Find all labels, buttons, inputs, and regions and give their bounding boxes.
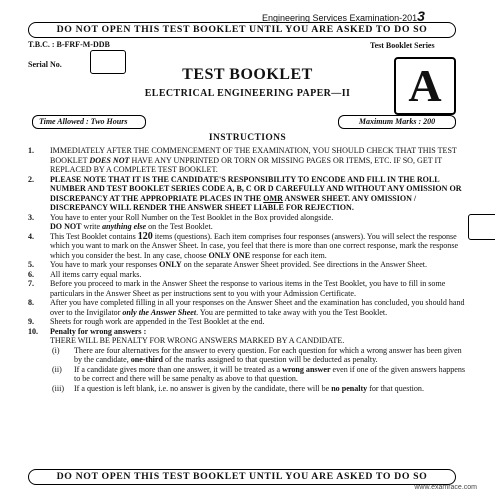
item-number: 9. bbox=[28, 317, 35, 326]
item-text: After you have completed filling in all your responses on the Answer Sheet and the examination has concluded, you should hand over to the Invigilator bbox=[50, 298, 465, 317]
exam-name-text: Engineering Services Examination-201 bbox=[262, 13, 418, 23]
item-text: This Test Booklet contains bbox=[50, 231, 138, 241]
item-text: HAVE ANY UNPRINTED OR TORN OR MISSING PAGES OR ITEMS, ETC. IF SO, GET IT REPLACED BY A COMPLETE TEST BOOKLET. bbox=[50, 155, 442, 174]
instruction-item bbox=[28, 317, 466, 327]
item-number: 4. bbox=[28, 231, 35, 241]
item-emphasis: no penalty bbox=[331, 383, 368, 393]
exam-year-digit: 3 bbox=[417, 8, 425, 24]
instruction-item bbox=[28, 279, 466, 298]
subitem-number: (ii) bbox=[52, 364, 62, 374]
penalty-subitem bbox=[52, 365, 466, 384]
serial-no-label: Serial No. bbox=[28, 60, 62, 69]
penalty-subitem bbox=[52, 384, 466, 394]
item-emphasis: one-third bbox=[130, 355, 163, 364]
penalty-subitem bbox=[52, 346, 466, 365]
item-text: Sheets for rough work are appended in the Test Booklet at the end. bbox=[50, 317, 265, 326]
item-emphasis: wrong answer bbox=[282, 364, 331, 374]
item-count: 120 bbox=[137, 230, 153, 242]
item-text: write bbox=[81, 222, 103, 231]
item-emphasis: DOES NOT bbox=[89, 155, 130, 165]
bottom-warning-banner: DO NOT OPEN THIS TEST BOOKLET UNTIL YOU ARE ASKED TO DO SO bbox=[28, 469, 456, 485]
item-number: 1. bbox=[28, 146, 35, 155]
item-text: IMMEDIATELY AFTER THE COMMENCEMENT OF THE EXAMINATION, YOU SHOULD CHECK THAT THIS TEST BOOKLET bbox=[50, 146, 457, 165]
instructions-list bbox=[28, 146, 466, 393]
watermark: www.examrace.com bbox=[414, 484, 477, 491]
item-emphasis: OMR bbox=[263, 193, 283, 203]
item-text: There are four alternatives for the answer to every question. For each question for which a wrong answer has been given by the candidate, bbox=[74, 345, 462, 364]
instruction-item bbox=[28, 270, 466, 280]
instruction-item bbox=[28, 298, 466, 317]
subitem-number: (i) bbox=[52, 345, 60, 355]
item-number: 3. bbox=[28, 212, 35, 222]
instruction-item bbox=[28, 146, 466, 175]
test-booklet-series-label: Test Booklet Series bbox=[370, 41, 435, 50]
tbc-code: T.B.C. : B-FRF-M-DDB bbox=[28, 40, 110, 49]
item-text: for that question. bbox=[367, 383, 424, 393]
item-text: PLEASE NOTE THAT IT IS THE CANDIDATE'S RESPONSIBILITY TO ENCODE AND FILL IN THE ROLL NUMBER AND TEST BOOKLET SERIES CODE A, B, C OR D CAREFULLY AND WITHOUT ANY OMISSION OR DISCREPANCY AT THE APPROPRIATE PLACES IN THE bbox=[50, 174, 462, 203]
item-emphasis: ONLY ONE bbox=[208, 250, 251, 260]
penalty-heading: Penalty for wrong answers : bbox=[50, 326, 147, 336]
item-text: If a question is left blank, i.e. no answer is given by the candidate, there will be bbox=[74, 383, 332, 393]
paper-subtitle: ELECTRICAL ENGINEERING PAPER—II bbox=[144, 88, 351, 99]
item-emphasis: ONLY bbox=[159, 260, 182, 269]
item-emphasis: only the Answer Sheet bbox=[122, 307, 197, 317]
item-emphasis: anything else bbox=[102, 222, 147, 231]
instruction-item bbox=[28, 260, 466, 270]
item-number: 10. bbox=[28, 326, 39, 336]
maximum-marks: Maximum Marks : 200 bbox=[338, 115, 456, 129]
item-text: You have to enter your Roll Number on the Test Booklet in the Box provided alongside. bbox=[50, 212, 334, 222]
item-text: on the separate Answer Sheet provided. See directions in the Answer Sheet. bbox=[181, 260, 428, 269]
item-number: 8. bbox=[28, 298, 35, 307]
item-number: 5. bbox=[28, 260, 35, 269]
item-emphasis: DO NOT bbox=[50, 222, 82, 231]
item-number: 2. bbox=[28, 174, 35, 184]
item-text: response for each item. bbox=[250, 250, 327, 260]
item-text: . You are permitted to take away with you the Test Booklet. bbox=[196, 307, 388, 317]
subitem-number: (iii) bbox=[52, 383, 65, 393]
instructions-heading: INSTRUCTIONS bbox=[208, 133, 287, 143]
item-text: even if one of the given answers happens to be correct and there will be same penalty as above to that question. bbox=[74, 364, 466, 383]
time-allowed: Time Allowed : Two Hours bbox=[32, 115, 146, 129]
series-letter-box: A bbox=[394, 57, 456, 115]
penalty-subitems bbox=[28, 346, 466, 394]
item-text: items (questions). Each item comprises four responses (answers). You will select the response which you want to mark on the Answer Sheet. In case, you feel that there is more than one correct response, mark the response which you consider the best. In any case, choose bbox=[50, 231, 459, 260]
instruction-item bbox=[28, 232, 466, 261]
instruction-item bbox=[28, 327, 466, 346]
instruction-item bbox=[28, 213, 466, 232]
item-text: Before you proceed to mark in the Answer Sheet the response to various items in the Test Booklet, you have to fill in some particulars in the Answer Sheet as per instructions sent to you with your Admission Certificate. bbox=[50, 279, 446, 298]
item-text: You have to mark your responses bbox=[50, 260, 160, 269]
roll-number-box[interactable] bbox=[468, 214, 495, 240]
item-text: All items carry equal marks. bbox=[50, 269, 142, 279]
item-number: 6. bbox=[28, 269, 35, 279]
item-number: 7. bbox=[28, 279, 35, 288]
item-text: on the Test Booklet. bbox=[146, 222, 213, 231]
instruction-item bbox=[28, 175, 466, 213]
item-text: of the marks assigned to that question will be deducted as penalty. bbox=[162, 355, 378, 364]
item-text: If a candidate gives more than one answer, it will be treated as a bbox=[74, 364, 283, 374]
top-warning-banner: DO NOT OPEN THIS TEST BOOKLET UNTIL YOU ARE ASKED TO DO SO bbox=[28, 22, 456, 38]
booklet-title: TEST BOOKLET bbox=[182, 66, 313, 83]
item-text: ANSWER SHEET. ANY OMISSION / DISCREPANCY WILL RENDER THE ANSWER SHEET LIABLE FOR REJECTION. bbox=[50, 193, 417, 212]
item-text: THERE WILL BE PENALTY FOR WRONG ANSWERS MARKED BY A CANDIDATE. bbox=[50, 336, 345, 345]
